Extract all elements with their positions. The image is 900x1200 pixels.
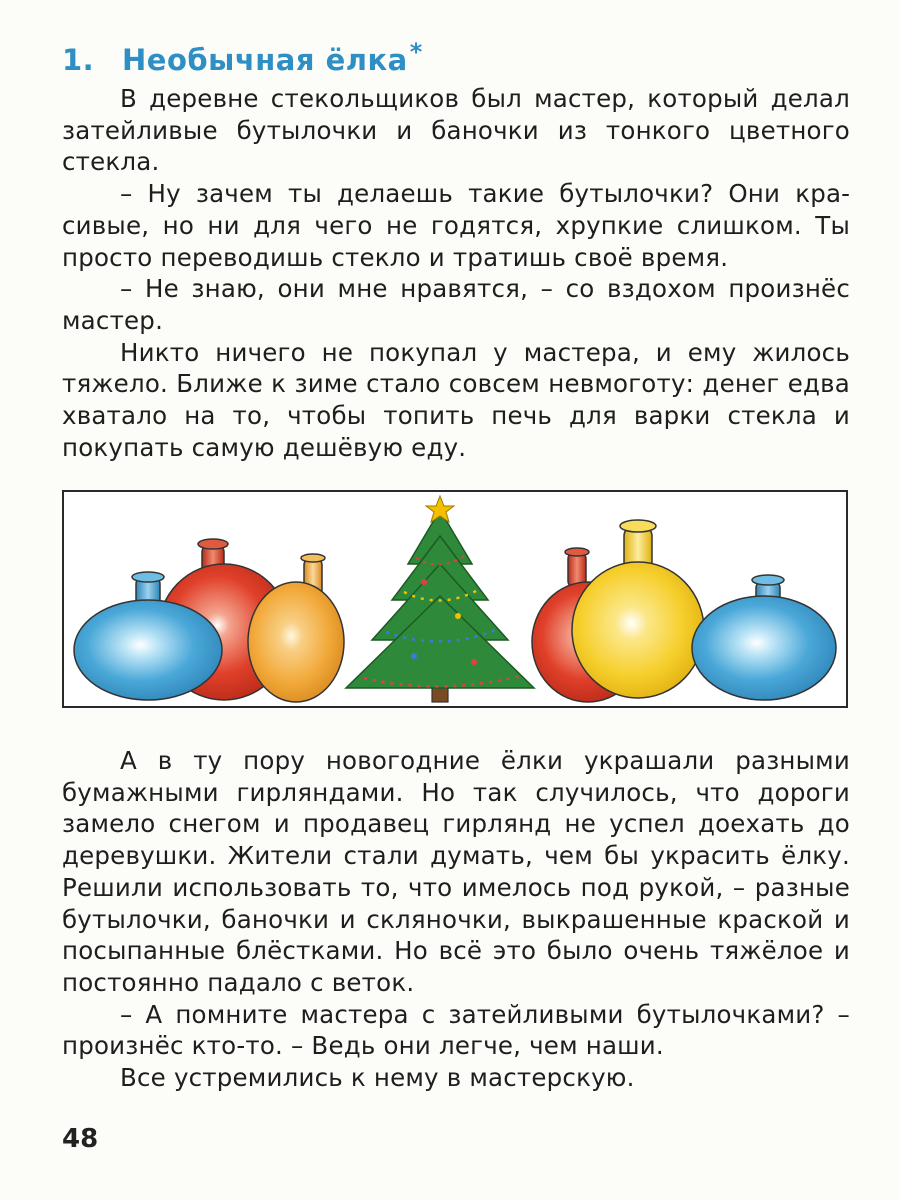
paragraph: Никто ничего не покупал у мастера, и ему жилось тяжело. Ближе к зиме стало совсем невмоготу: денег едва хватало на то, чтобы топить печь для варки стекла и покупать самую дешёвую еду. (62, 337, 850, 462)
paragraph: – Ну зачем ты делаешь такие бутылочки? Они красивые, но ни для чего не годятся, хрупкие слишком. Ты просто переводишь стекло и тратишь своё время. (62, 179, 850, 272)
blue-bottle-icon (692, 575, 836, 700)
illustration-svg (64, 492, 846, 706)
page-number: 48 (62, 1124, 99, 1154)
text-block-top (62, 83, 850, 463)
section-title-text: Необычная ёлка (122, 43, 408, 77)
footnote-mark: * (409, 38, 423, 66)
christmas-tree-icon (346, 496, 534, 702)
paragraph: – А помните мастера с затейливыми бутылочками? – произнёс кто-то. – Ведь они легче, чем наши. (62, 999, 850, 1061)
text-block-bottom (62, 745, 850, 1094)
paragraph: Все устремились к нему в мастерскую. (120, 1063, 635, 1093)
section-number: 1. (62, 43, 95, 77)
yellow-bottle-icon (572, 520, 704, 698)
paragraph: – Не знаю, они мне нравятся, – со вздохом произнёс мастер. (62, 274, 850, 335)
illustration-bottles-and-tree (62, 490, 848, 708)
paragraph: В деревне стекольщиков был мастер, который делал затейливые бутылочки и баночки из тонкого цветного стекла. (62, 84, 850, 177)
paragraph: А в ту пору новогодние ёлки украшали разными бумажными гирляндами. Но так случилось, что дороги замело снегом и продавец гирлянд не успел доехать до деревушки. Жители стали думать, чем бы украсить ёлку. Решили использовать то, что имелось под рукой, – разные бутылочки, баночки и скляночки, выкрашенные краской и посыпанные блёстками. Но всё это было очень тяжёлое и постоянно падало с веток. (62, 746, 850, 997)
section-title (62, 38, 423, 77)
